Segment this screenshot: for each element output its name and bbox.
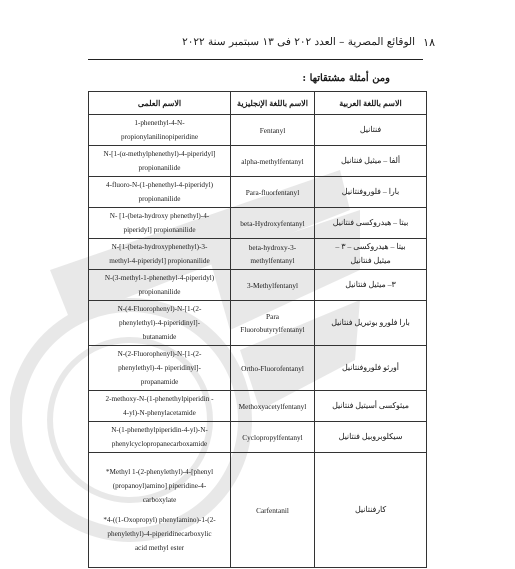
scientific-line: N-(1-phenethylpiperidin-4-yl)-N-	[111, 426, 208, 434]
scientific-line: phenylethyl)-4-piperidinecarboxylic	[107, 530, 212, 538]
english-line: Fluorobutyrylfentanyl	[240, 325, 305, 334]
scientific-line: phenylethyl)-4- piperidinyl]-	[118, 364, 201, 372]
cell-scientific-name	[89, 270, 231, 301]
header-arabic-name: الاسم باللغة العربية	[315, 92, 427, 115]
cell-scientific-name	[89, 115, 231, 146]
scientific-line: 4-yl)-N-phenylacetamide	[123, 409, 196, 417]
header-english-name: الاسم باللغة الإنجليزية	[231, 92, 315, 115]
cell-arabic-name	[315, 270, 427, 301]
cell-arabic-name	[315, 453, 427, 568]
scientific-line: acid methyl ester	[134, 544, 185, 552]
cell-scientific-name	[89, 208, 231, 239]
table-row	[89, 115, 427, 146]
arabic-line: بيتا – هيدروكسى – ٣ –	[335, 242, 406, 251]
running-title: الوقائع المصرية – العدد ٢٠٢ فى ١٣ سبتمبر سنة ٢٠٢٢	[182, 36, 415, 48]
arabic-line: أورثو فلوروفنتانيل	[342, 363, 399, 372]
scientific-line: phenylethyl)-4-piperidinyl]-	[118, 319, 201, 327]
scientific-line: 4-fluoro-N-(1-phenethyl-4-piperidyl)	[106, 181, 213, 189]
scientific-line: propionanilide	[138, 195, 181, 203]
cell-english-name	[231, 391, 315, 422]
cell-english-name	[231, 301, 315, 346]
arabic-line: ألفا – ميثيل فنتانيل	[341, 156, 400, 165]
cell-scientific-name	[89, 346, 231, 391]
english-line: methylfentanyl	[250, 256, 295, 265]
scientific-line: *Methyl 1-(2-phenylethyl)-4-[phenyl	[105, 468, 214, 476]
scientific-line: 2-methoxy-N-(1-phenethylpiperidin -	[105, 395, 214, 403]
scientific-line: N-[1-(beta-hydroxyphenethyl)-3-	[111, 243, 208, 251]
english-line: beta-Hydroxyfentanyl	[240, 218, 305, 228]
english-line: Para-fluorfentanyl	[245, 187, 300, 197]
scientific-line: carboxylate	[142, 496, 177, 504]
english-line: alpha-methylfentanyl	[241, 156, 304, 166]
english-line: beta-hydroxy-3-	[248, 243, 297, 252]
page-number: ١٨	[423, 36, 435, 49]
scientific-line: propionanilide	[138, 164, 181, 172]
cell-english-name	[231, 270, 315, 301]
table-row	[89, 177, 427, 208]
english-line: Ortho-Fluorofentanyl	[241, 363, 304, 373]
arabic-line: سيكلوبروبيل فنتانيل	[338, 432, 403, 441]
english-line: Cyclopropylfentanyl	[242, 432, 303, 442]
arabic-line: ميثيل فنتانيل	[350, 256, 391, 265]
table-row	[89, 270, 427, 301]
cell-scientific-name	[89, 177, 231, 208]
cell-english-name	[231, 422, 315, 453]
scientific-line: N-[1-(α-methylphenethyl)-4-piperidyl]	[103, 150, 216, 158]
cell-arabic-name	[315, 422, 427, 453]
running-header	[130, 36, 435, 54]
cell-english-name	[231, 177, 315, 208]
scientific-line: phenylcyclopropanecarboxamide	[111, 440, 208, 448]
scientific-line: butanamide	[142, 333, 177, 341]
cell-arabic-name	[315, 177, 427, 208]
table-row	[89, 301, 427, 346]
english-line: Para	[266, 312, 279, 321]
arabic-line: بارا – فلوروفنتانيل	[341, 187, 400, 196]
arabic-line: كارفنتانيل	[354, 505, 387, 514]
scientific-line: N-(2-Fluorophenyl)-N-[1-(2-	[117, 350, 202, 358]
arabic-line: بيتا – هيدروكسى فنتانيل	[332, 218, 409, 227]
cell-arabic-name	[315, 301, 427, 346]
scientific-line: propanamide	[140, 378, 179, 386]
english-line: Carfentanil	[256, 505, 289, 515]
scientific-line: N-(3-methyl-1-phenethyl-4-piperidyl)	[104, 274, 215, 282]
cell-arabic-name	[315, 208, 427, 239]
english-line: 3-Methylfentanyl	[246, 280, 299, 290]
cell-scientific-name	[89, 391, 231, 422]
scientific-line: *4-((1-Oxopropyl) phenylamino)-1-(2-	[103, 516, 216, 524]
table-row	[89, 208, 427, 239]
table-row	[89, 346, 427, 391]
cell-scientific-name	[89, 239, 231, 270]
scientific-line: propionylanilinopiperidine	[120, 133, 199, 141]
cell-scientific-name	[89, 146, 231, 177]
table-row	[89, 453, 427, 568]
cell-arabic-name	[315, 346, 427, 391]
scientific-line: piperidyl] propionanilide	[123, 226, 196, 234]
cell-arabic-name	[315, 239, 427, 270]
derivatives-table	[88, 91, 427, 568]
cell-arabic-name	[315, 146, 427, 177]
cell-english-name	[231, 208, 315, 239]
scientific-line: methyl-4-piperidyl] propionanilide	[109, 257, 210, 265]
cell-english-name	[231, 346, 315, 391]
cell-english-name	[231, 146, 315, 177]
scientific-line: N- [1-(beta-hydroxy phenethyl)-4-	[109, 212, 210, 220]
english-line: Methoxyacetylfentanyl	[238, 401, 307, 411]
header-scientific-name: الاسم العلمى	[89, 92, 231, 115]
table-row	[89, 146, 427, 177]
scientific-line: 1-phenethyl-4-N-	[134, 119, 185, 127]
arabic-line: ٣– ميثيل فنتانيل	[345, 280, 396, 289]
section-title: ومن أمثلة مشتقاتها :	[302, 73, 390, 84]
cell-scientific-name	[89, 422, 231, 453]
table-row	[89, 422, 427, 453]
cell-english-name	[231, 453, 315, 568]
cell-scientific-name	[89, 453, 231, 568]
header-divider	[88, 59, 423, 60]
arabic-line: فنتانيل	[359, 125, 382, 134]
table-row	[89, 391, 427, 422]
arabic-line: بارا فلورو بوتيريل فنتانيل	[331, 318, 410, 327]
scientific-line: (propanoyl)amino] piperidine-4-	[112, 482, 207, 490]
table-header-row	[89, 92, 427, 115]
cell-arabic-name	[315, 391, 427, 422]
cell-scientific-name	[89, 301, 231, 346]
cell-arabic-name	[315, 115, 427, 146]
table-row	[89, 239, 427, 270]
cell-english-name	[231, 239, 315, 270]
english-line: Fentanyl	[259, 125, 286, 135]
cell-english-name	[231, 115, 315, 146]
arabic-line: ميثوكسى أسيتيل فنتانيل	[332, 401, 409, 410]
scientific-line: propionanilide	[138, 288, 181, 296]
scientific-line: N-(4-Fluorophenyl)-N-[1-(2-	[117, 305, 202, 313]
